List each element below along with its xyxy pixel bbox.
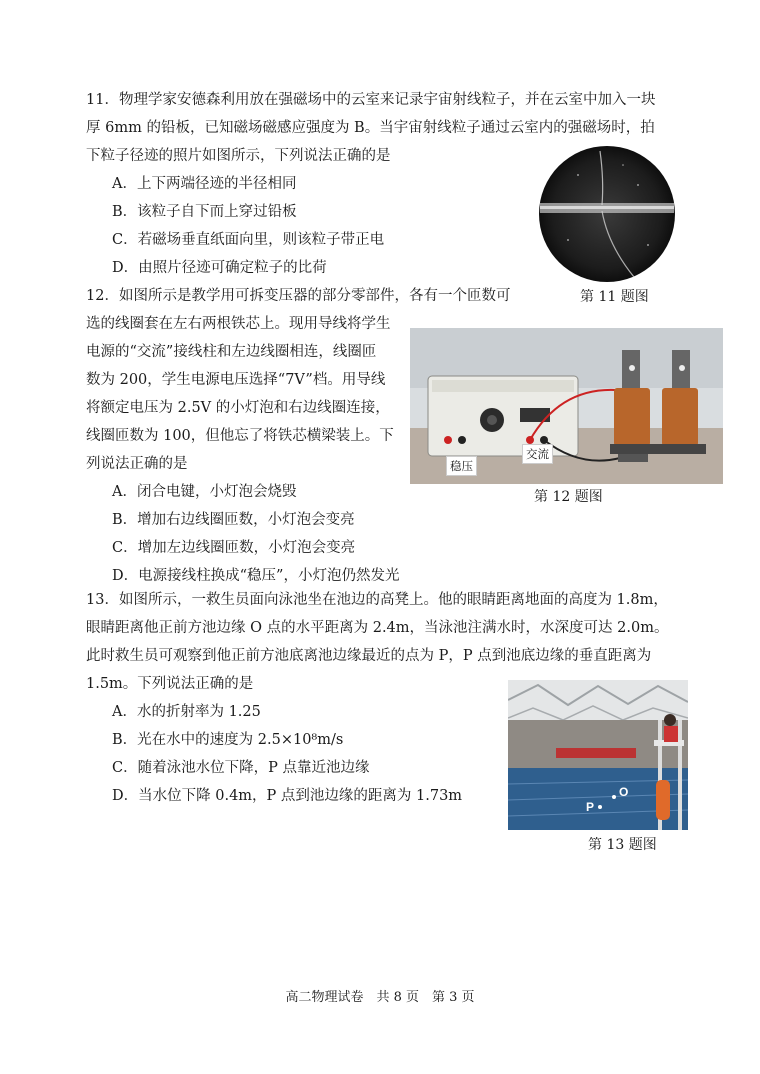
q12-option-b: B．增加右边线圈匝数，小灯泡会变亮	[112, 512, 355, 528]
q12-transformer-photo	[410, 328, 723, 484]
q11-option-b: B．该粒子自下而上穿过铅板	[112, 204, 297, 220]
q12-label-ac: 交流	[522, 444, 553, 464]
q13-caption: 第 13 题图	[588, 837, 657, 853]
q13-stem-line-2: 眼睛距离他正前方池边缘 O 点的水平距离为 2.4m，当泳池注满水时，水深度可达 2.0m。	[86, 620, 669, 636]
q11-cloud-chamber-photo	[538, 145, 676, 283]
q12-stem-line-3: 电源的“交流”接线柱和左边线圈相连，线圈匝	[86, 344, 377, 360]
q12-caption: 第 12 题图	[534, 489, 603, 505]
q12-option-c: C．增加左边线圈匝数，小灯泡会变亮	[112, 540, 356, 556]
q12-option-a: A．闭合电键，小灯泡会烧毁	[112, 484, 297, 500]
q13-option-b: B．光在水中的速度为 2.5×10⁸m/s	[112, 732, 344, 748]
q11-stem-line-1: 11．物理学家安德森利用放在强磁场中的云室来记录宇宙射线粒子，并在云室中加入一块	[86, 92, 656, 108]
q13-stem-line-3: 此时救生员可观察到他正前方池底离池边缘最近的点为 P，P 点到池底边缘的垂直距离为	[86, 648, 652, 664]
q12-stem-line-4: 数为 200，学生电源电压选择“7V”档。用导线	[86, 372, 386, 388]
q12-stem-line-1: 12．如图所示是教学用可拆变压器的部分零部件，各有一个匝数可	[86, 288, 511, 304]
q11-stem-line-3: 下粒子径迹的照片如图所示，下列说法正确的是	[86, 148, 391, 164]
q11-option-a: A．上下两端径迹的半径相同	[112, 176, 297, 192]
q12-stem-line-6: 线圈匝数为 100，但他忘了将铁芯横梁装上。下	[86, 428, 394, 444]
q11-caption: 第 11 题图	[580, 289, 649, 305]
q12-stem-line-7: 列说法正确的是	[86, 456, 188, 472]
q12-stem-line-2: 选的线圈套在左右两根铁芯上。现用导线将学生	[86, 316, 391, 332]
q13-stem-line-4: 1.5m。下列说法正确的是	[86, 676, 254, 692]
q13-stem-line-1: 13．如图所示，一救生员面向泳池坐在池边的高凳上。他的眼睛距离地面的高度为 1.8m，	[86, 592, 668, 608]
q12-label-stable-voltage: 稳压	[446, 456, 477, 476]
q13-point-o-label: O	[619, 785, 629, 799]
q13-option-d: D．当水位下降 0.4m，P 点到池边缘的距离为 1.73m	[112, 788, 463, 804]
q11-option-d: D．由照片径迹可确定粒子的比荷	[112, 260, 327, 276]
q11-stem-line-2: 厚 6mm 的铅板，已知磁场磁感应强度为 B。当宇宙射线粒子通过云室内的强磁场时，拍	[86, 120, 655, 136]
q12-option-d: D．电源接线柱换成“稳压”，小灯泡仍然发光	[112, 568, 400, 584]
q11-option-c: C．若磁场垂直纸面向里，则该粒子带正电	[112, 232, 385, 248]
q13-option-c: C．随着泳池水位下降，P 点靠近池边缘	[112, 760, 370, 776]
q13-option-a: A．水的折射率为 1.25	[112, 704, 261, 720]
q12-stem-line-5: 将额定电压为 2.5V 的小灯泡和右边线圈连接，	[86, 400, 390, 416]
q13-point-p-label: P	[586, 800, 595, 814]
q13-swimming-pool-photo	[508, 680, 688, 830]
page-footer: 高二物理试卷 共 8 页 第 3 页	[285, 990, 475, 1005]
